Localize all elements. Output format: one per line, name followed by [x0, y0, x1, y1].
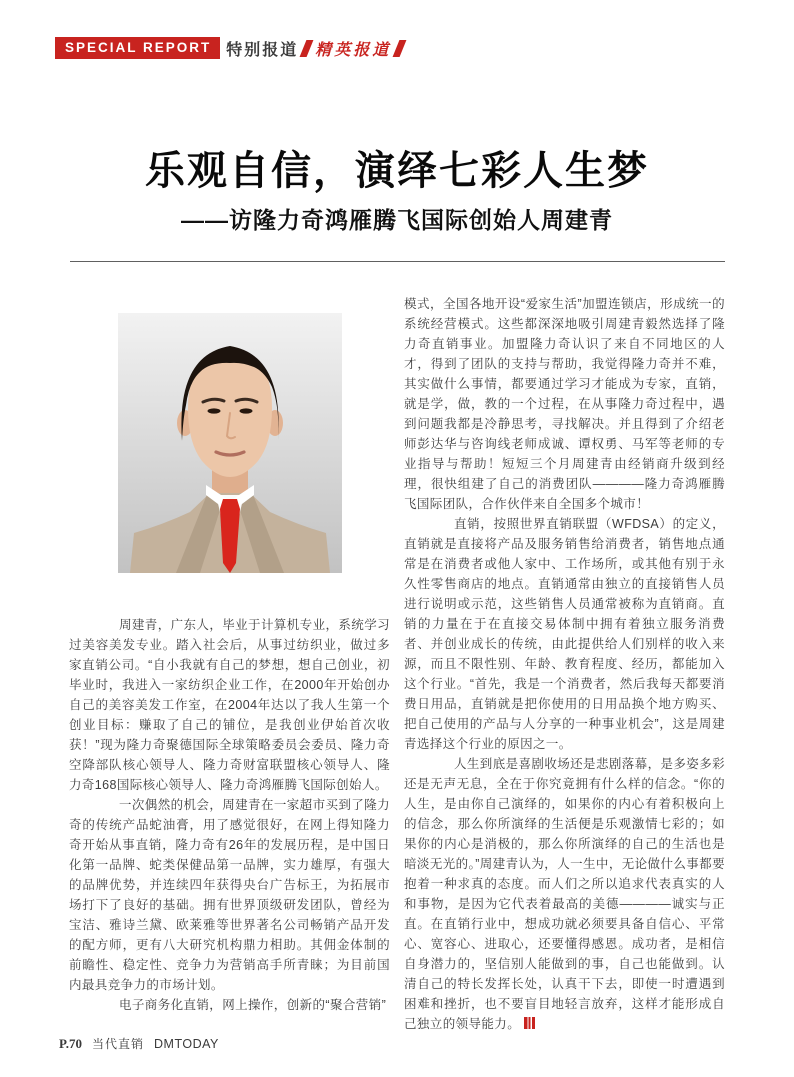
title-divider	[70, 261, 725, 262]
page-number: P.70	[59, 1036, 82, 1051]
article-columns	[69, 294, 725, 1034]
section-label: 特别报道	[226, 41, 299, 59]
article-paragraph: 一次偶然的机会，周建青在一家超市买到了隆力奇的传统产品蛇油膏，用了感觉很好，在网上得知隆力奇开始从事直销，隆力奇有26年的发展历程，是中国日化第一品牌、蛇类保健品第一品牌，实力雄厚，有强大的品牌优势，并连续四年获得央台广告标王，为拓展市场打下了良好的基础。拥有世界顶级研发团队，曾经为宝洁、雅诗兰黛、欧莱雅等世界著名公司畅销产品开发的配方师，更有八大研究机构鼎力相助。其佣金体制的前瞻性、稳定性、竞争力为营销高手所青睐；为目前国内最具竞争力的市场计划。	[69, 798, 390, 992]
portrait-photo	[118, 313, 342, 573]
article-subtitle: ——访隆力奇鸿雁腾飞国际创始人周建青	[181, 207, 613, 233]
page-footer	[59, 1035, 219, 1052]
end-mark-icon	[524, 1017, 535, 1029]
article-title: 乐观自信，演绎七彩人生梦	[145, 148, 649, 194]
article-paragraph: 模式，全国各地开设“爱家生活”加盟连锁店，形成统一的系统经营模式。这些都深深地吸引周建青毅然选择了隆力奇直销事业。加盟隆力奇认识了来自不同地区的人才，得到了团队的支持与帮助，我觉得隆力奇并不难，其实做什么事情，都要通过学习才能成为专家，直销，就是学，做，教的一个过程，在从事隆力奇过程中，遇到问题我都是冷静思考，寻找解决。并且得到了介绍老师彭达华与咨询线老师成诚、谭权勇、马军等老师的专业指导与帮助！短短三个月周建青由经销商升级到经理，很快组建了自己的消费团队————隆力奇鸿雁腾飞国际团队，合作伙伴来自全国多个城市！	[404, 297, 725, 511]
special-report-badge: SPECIAL REPORT	[55, 37, 220, 59]
section-highlight-label: 精英报道	[315, 41, 392, 59]
magazine-brand: DMTODAY	[154, 1037, 219, 1051]
article-paragraph: 周建青，广东人，毕业于计算机专业，系统学习过美容美发专业。踏入社会后，从事过纺织业，做过多家直销公司。“自小我就有自己的梦想，想自己创业，初毕业时，我进入一家纺织企业工作，在2000年开始创办自己的美容美发工作室，在2004年达以了我人生第一个创业目标：赚取了自己的铺位，是我创业伊始首次收获！”现为隆力奇聚德国际全球策略委员会委员、隆力奇空降部队核心领导人、隆力奇财富联盟核心领导人、隆力奇168国际核心领导人、隆力奇鸿雁腾飞国际创始人。	[69, 618, 390, 792]
header-tag	[55, 37, 408, 59]
left-column	[69, 294, 390, 1034]
slash-icon	[300, 40, 314, 57]
right-column	[404, 294, 725, 1034]
article-paragraph	[404, 754, 725, 1034]
magazine-name: 当代直销	[92, 1037, 145, 1051]
article-paragraph: 电子商务化直销，网上操作，创新的“聚合营销”	[119, 998, 387, 1012]
portrait-photo-graphic	[118, 313, 342, 573]
article-paragraph: 直销，按照世界直销联盟（WFDSA）的定义，直销就是直接将产品及服务销售给消费者，销售地点通常是在消费者或他人家中、工作场所，或其他有别于永久性零售商店的地点。直销通常由独立的直接销售人员进行说明或示范，这些销售人员通常被称为直销商。直销的力量在于在直接交易体制中拥有着独立服务消费者、并创业成长的传统，由此提供给人们别样的收入来源，而且不限性别、年龄、教育程度、经历，都能加入这个行业。“首先，我是一个消费者，然后我每天都要消费日用品，直销就是把你使用的日用品换个地方购买、把自己使用的产品与人分享的一种事业机会”，这是周建青选择这个行业的原因之一。	[404, 517, 725, 751]
paragraph-text: 人生到底是喜剧收场还是悲剧落幕，是多姿多彩还是无声无息，全在于你究竟拥有什么样的信念。“你的人生，是由你自己演绎的，如果你的内心有着积极向上的信念，那么你所演绎的生活便是乐观激情七彩的；如果你的内心是消极的，那么你所演绎的自己的生活也是暗淡无光的。”周建青认为，人一生中，无论做什么事都要抱着一种求真的态度。而人们之所以追求代表真实的人和事物，是因为它代表着最高的美德————诚实与正直。在直销行业中，想成功就必须要具备自信心、平常心、宽容心、进取心，还要懂得感恩。成功者，是相信自身潜力的，坚信别人能做到的事，自己也能做到。认清自己的特长发挥长处，认真干下去，即使一时遭遇到困难和挫折，也不要盲目地轻言放弃，这样才能形成自己独立的领导能力。	[404, 757, 725, 1031]
slash-icon	[393, 40, 407, 57]
